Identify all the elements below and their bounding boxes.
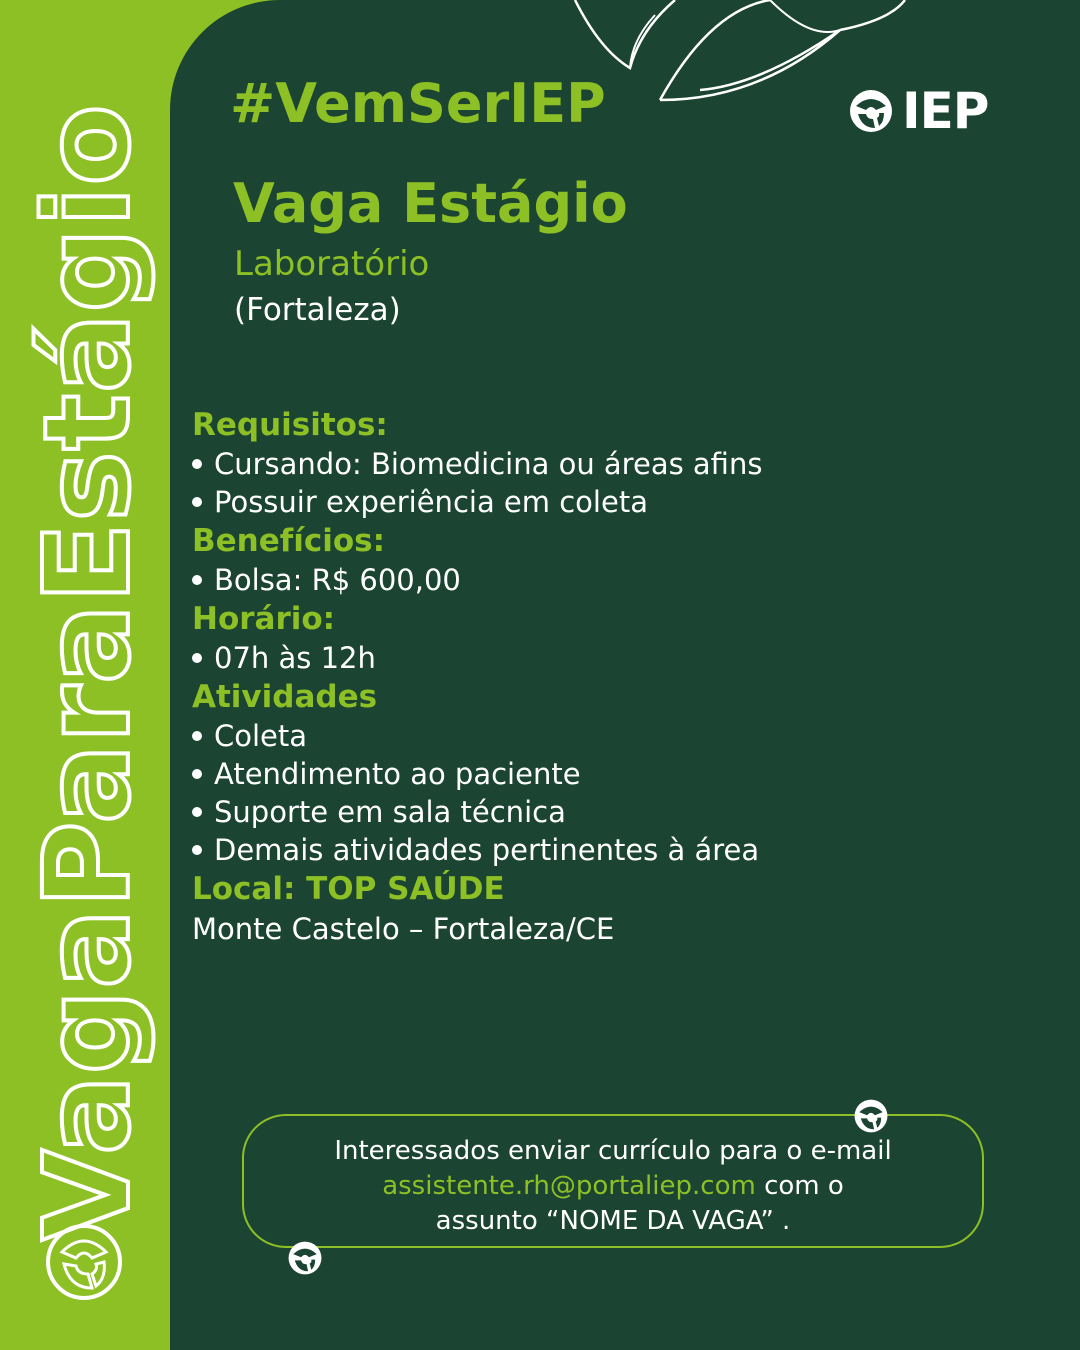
bullet-icon <box>192 731 202 741</box>
list-item: Atendimento ao paciente <box>192 755 992 793</box>
job-title: Vaga Estágio <box>233 172 628 235</box>
brand-logo <box>848 82 988 140</box>
bullet-icon <box>192 845 202 855</box>
bullet-icon <box>192 497 202 507</box>
activities-heading: Atividades <box>192 679 378 715</box>
contact-line-3: assunto “NOME DA VAGA” . <box>435 1206 791 1236</box>
iep-logo-icon <box>287 1240 323 1276</box>
iep-logo-icon <box>848 88 894 134</box>
contact-line-2 <box>242 1169 984 1204</box>
list-item: Coleta <box>192 717 992 755</box>
contact-text <box>242 1134 984 1239</box>
bullet-icon <box>192 575 202 585</box>
hashtag: #VemSerIEP <box>230 72 606 135</box>
list-item: Bolsa: R$ 600,00 <box>192 561 992 599</box>
bullet-icon <box>192 459 202 469</box>
list-item: Possuir experiência em coleta <box>192 483 992 521</box>
list-item: 07h às 12h <box>192 639 992 677</box>
brand-name: IEP <box>902 82 989 140</box>
list-item: Demais atividades pertinentes à área <box>192 831 992 869</box>
iep-logo-icon <box>853 1098 889 1134</box>
contact-line-1: Interessados enviar currículo para o e-mail <box>334 1136 892 1166</box>
bullet-icon <box>192 769 202 779</box>
benefits-heading: Benefícios: <box>192 523 386 559</box>
iep-logo-icon <box>44 1222 124 1302</box>
list-item: Suporte em sala técnica <box>192 793 992 831</box>
location-heading: Local: TOP SAÚDE <box>192 871 505 907</box>
bullet-icon <box>192 653 202 663</box>
list-item: Cursando: Biomedicina ou áreas afins <box>192 445 992 483</box>
schedule-heading: Horário: <box>192 601 336 637</box>
job-details <box>192 405 992 949</box>
job-department: Laboratório <box>234 244 430 284</box>
bullet-icon <box>192 807 202 817</box>
requirements-heading: Requisitos: <box>192 407 388 443</box>
vertical-title: VagaParaEstágio <box>18 103 156 1241</box>
location-address: Monte Castelo – Fortaleza/CE <box>192 912 615 946</box>
email-link[interactable]: assistente.rh@portaliep.com <box>382 1171 756 1201</box>
contact-line-2-suffix: com o <box>755 1171 844 1201</box>
job-city: (Fortaleza) <box>234 292 401 328</box>
